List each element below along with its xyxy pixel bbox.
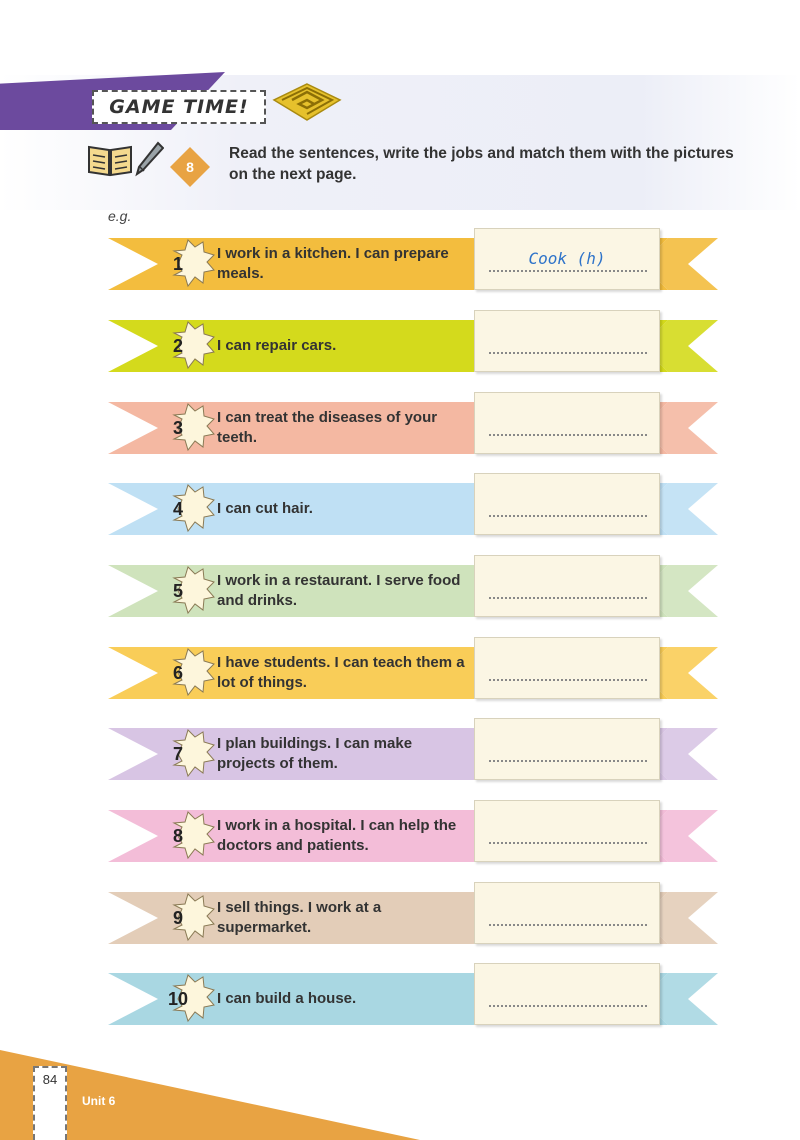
answer-box[interactable]: [474, 228, 660, 290]
answer-box[interactable]: [474, 473, 660, 535]
row-sentence: I can repair cars.: [217, 337, 337, 354]
pencil-icon: [134, 141, 164, 177]
row-number: 7: [172, 744, 183, 764]
exercise-row: [108, 888, 718, 948]
row-sentence: I work in a hospital. I can help the doctors and patients.: [217, 817, 457, 854]
row-number: 6: [172, 663, 183, 683]
answer-dotted-line: [489, 842, 647, 844]
row-number: 3: [172, 418, 183, 438]
answer-box[interactable]: [474, 963, 660, 1025]
unit-label: Unit 6: [82, 1094, 116, 1108]
exercise-row: [108, 479, 718, 539]
footer-band: [0, 1045, 800, 1140]
exercise-row: [108, 561, 718, 621]
row-number: 2: [172, 336, 183, 356]
answer-dotted-line: [489, 679, 647, 681]
exercise-row: [108, 316, 718, 376]
answer-dotted-line: [489, 597, 647, 599]
answer-dotted-line: [489, 1005, 647, 1007]
row-sentence: I can build a house.: [217, 990, 357, 1007]
answer-box[interactable]: [474, 555, 660, 617]
answer-dotted-line: [489, 924, 647, 926]
answer-dotted-line: [489, 352, 647, 354]
exercise-row: [108, 969, 718, 1029]
exercise-row: [108, 234, 718, 294]
answer-dotted-line: [489, 515, 647, 517]
game-time-label: GAME TIME!: [109, 96, 249, 118]
exercise-number: 8: [186, 159, 194, 175]
answer-dotted-line: [489, 760, 647, 762]
row-sentence: I work in a restaurant. I serve food and drinks.: [217, 572, 461, 609]
row-sentence: I sell things. I work at a supermarket.: [217, 899, 382, 936]
answer-box[interactable]: [474, 800, 660, 862]
answer-box[interactable]: [474, 310, 660, 372]
book-icon: [87, 143, 133, 177]
row-sentence: I can treat the diseases of your teeth.: [217, 409, 438, 446]
row-sentence: I work in a kitchen. I can prepare meals.: [217, 245, 449, 282]
exercise-row: [108, 806, 718, 866]
row-number: 1: [172, 254, 183, 274]
example-label: e.g.: [108, 208, 132, 224]
row-sentence: I can cut hair.: [217, 500, 313, 517]
row-number: 4: [172, 499, 183, 519]
exercise-badge: [168, 145, 212, 189]
row-sentence: I plan buildings. I can make projects of them.: [217, 735, 413, 772]
row-number: 5: [172, 581, 183, 601]
exercise-row: [108, 724, 718, 784]
row-number: 9: [172, 908, 183, 928]
answer-box[interactable]: [474, 882, 660, 944]
exercise-row: [108, 398, 718, 458]
page-tab: [33, 1066, 67, 1140]
row-number: 10: [167, 989, 189, 1009]
answer-box[interactable]: [474, 392, 660, 454]
exercise-row: [108, 643, 718, 703]
answer-box[interactable]: [474, 637, 660, 699]
maze-icon: [272, 82, 342, 122]
instruction-text: Read the sentences, write the jobs and match them with the pictures on the next page.: [229, 145, 734, 183]
row-answer: Cook (h): [528, 249, 606, 268]
answer-dotted-line: [489, 270, 647, 272]
answer-dotted-line: [489, 434, 647, 436]
game-time-banner: [92, 90, 266, 124]
answer-box[interactable]: [474, 718, 660, 780]
row-number: 8: [172, 826, 183, 846]
row-sentence: I have students. I can teach them a lot of things.: [217, 654, 465, 691]
page-number: 84: [42, 1072, 58, 1087]
